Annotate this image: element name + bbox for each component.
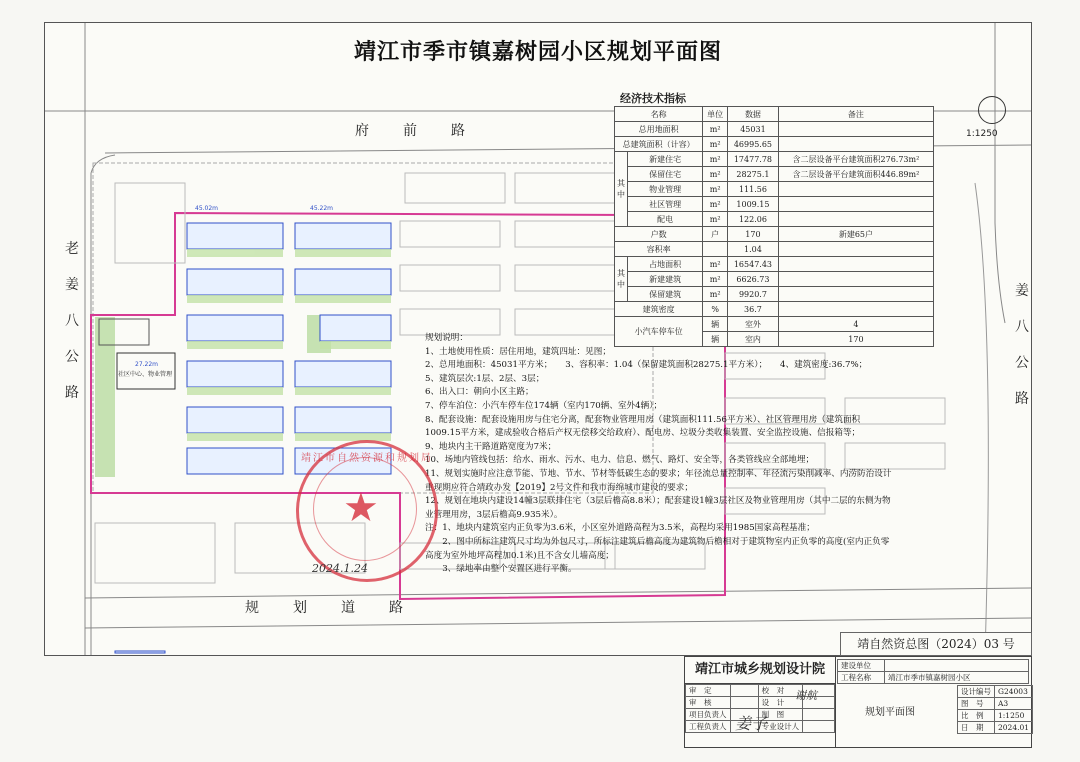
note-item: 注：1、地块内建筑室内正负零为3.6米，小区室外道路高程为3.5米，高程均采用1985国家高程基准； [425, 523, 815, 534]
table-cell: 建筑密度 [615, 302, 703, 317]
table-cell [778, 287, 933, 302]
table-row [615, 302, 934, 317]
table-cell: 比 例 [958, 710, 995, 722]
note-item: 8、配套设施：配套设施用房与住宅分离，配套物业管理用房（建筑面积111.56平方米）、社区管理用房（建筑面积1009.15平方米，建成验收合格后产权无偿移交给政府）、配电房、垃圾分类收集装置、安全监控设施、信报箱等； [425, 414, 861, 439]
table-cell: 保留建筑 [628, 287, 703, 302]
table-row [958, 698, 1033, 710]
table-row [958, 686, 1033, 698]
road-char: 姜 [65, 277, 79, 293]
table-header-cell: 名称 [615, 107, 703, 122]
table-row [838, 660, 1029, 672]
table-cell: 9920.7 [728, 287, 779, 302]
table-row [615, 107, 934, 122]
table-cell: 28275.1 [728, 167, 779, 182]
table-cell: 4 [778, 317, 933, 332]
table-cell: 111.56 [728, 182, 779, 197]
table-header-cell: 数据 [728, 107, 779, 122]
table-cell: 17477.78 [728, 152, 779, 167]
road-name-east [1015, 273, 1031, 417]
note-item: 9、地块内主干路道路宽度为7米； [425, 441, 557, 452]
drawing-meta-table [957, 685, 1033, 734]
table-cell: 物业管理 [628, 182, 703, 197]
table-cell [778, 242, 933, 257]
table-cell: 专业设计人 [758, 721, 803, 733]
signature-date: 2024.1.24 [312, 562, 368, 575]
table-row [838, 672, 1029, 684]
table-cell: 170 [778, 332, 933, 347]
table-cell: 配电 [628, 212, 703, 227]
dimension-label: 27.22m [135, 361, 159, 368]
table-cell: 设 计 [758, 697, 803, 709]
note-item: 1、土地使用性质：居住用地，建筑四址：见图； [425, 346, 611, 357]
table-cell: m² [703, 182, 728, 197]
table-cell: 1.04 [728, 242, 779, 257]
road-char: 公 [1015, 355, 1029, 371]
dimension-label: 45.02m [195, 205, 219, 212]
table-cell: 16547.43 [728, 257, 779, 272]
west-road-curve [91, 155, 115, 173]
table-cell: m² [703, 257, 728, 272]
green-buffer [95, 317, 115, 477]
table-cell [778, 257, 933, 272]
table-cell: 审 核 [686, 697, 731, 709]
drawing-name: 规划平面图 [865, 707, 915, 718]
title-block [684, 656, 1032, 748]
road-char: 老 [65, 241, 79, 257]
group-char: 其 [617, 269, 625, 278]
table-cell: 校 对 [758, 685, 803, 697]
table-cell [778, 182, 933, 197]
table-cell: 新建住宅 [628, 152, 703, 167]
road-char: 八 [1015, 319, 1029, 335]
table-cell: 总用地面积 [615, 122, 703, 137]
table-cell: 小汽车停车位 [615, 317, 703, 347]
table-cell [730, 697, 758, 709]
scale-label: 1:1250 [966, 129, 998, 139]
institute-name: 靖江市城乡规划设计院 [685, 657, 835, 684]
table-cell: m² [703, 212, 728, 227]
dimension-label: 45.22m [310, 205, 334, 212]
table-row [958, 710, 1033, 722]
table-cell [885, 660, 1029, 672]
table-cell: A3 [995, 698, 1033, 710]
table-cell: m² [703, 287, 728, 302]
community-center-label: 社区中心、物业管理 [118, 371, 173, 378]
notes-heading: 规划说明： [425, 333, 468, 343]
star-icon: ★ [343, 485, 379, 531]
econ-table-title: 经济技术指标 [620, 92, 686, 105]
table-row [615, 257, 934, 272]
table-cell: 新建建筑 [628, 272, 703, 287]
table-cell: m² [703, 122, 728, 137]
note-item: 7、停车泊位：小汽车停车位174辆（室内170辆、室外4辆）； [425, 400, 663, 411]
table-cell [730, 685, 758, 697]
seal-text: 靖江市自然资源和规划局 [301, 453, 433, 464]
table-cell: 社区管理 [628, 197, 703, 212]
drawing-title: 靖江市季市镇嘉树园小区规划平面图 [353, 39, 722, 65]
road-char: 八 [65, 313, 79, 329]
table-cell: 户数 [615, 227, 703, 242]
table-cell: m² [703, 137, 728, 152]
table-cell: 辆 [703, 317, 728, 332]
table-row [615, 167, 934, 182]
table-cell: 靖江市季市镇嘉树园小区 [885, 672, 1029, 684]
road-name-south: 规 划 道 路 [245, 600, 413, 616]
table-cell: G24003 [995, 686, 1033, 698]
table-header-cell: 单位 [703, 107, 728, 122]
table-cell: 占地面积 [628, 257, 703, 272]
title-block-left [685, 657, 836, 747]
table-cell [703, 242, 728, 257]
table-row [615, 242, 934, 257]
table-cell: 设计编号 [958, 686, 995, 698]
table-header-cell: 备注 [778, 107, 933, 122]
table-row [615, 197, 934, 212]
table-row [615, 317, 934, 332]
note-item: 11、规划实施时应注意节能、节地、节水、节材等低碳生态的要求；年径流总量控制率、年径流污染削减率、内涝防治设计重现期应符合靖政办发【2019】2号文件和我市海绵城市建设的要求； [425, 468, 892, 493]
table-row [615, 212, 934, 227]
table-row [615, 152, 934, 167]
table-cell: 审 定 [686, 685, 731, 697]
table-cell: m² [703, 152, 728, 167]
table-cell [778, 197, 933, 212]
table-cell [778, 137, 933, 152]
road-name-north: 府 前 路 [355, 123, 475, 139]
project-info-table [837, 659, 1029, 684]
signature: 谢航 [795, 689, 817, 702]
table-row [615, 122, 934, 137]
east-road-edge [975, 183, 988, 655]
table-cell [778, 302, 933, 317]
table-cell: 项目负责人 [686, 709, 731, 721]
table-cell: m² [703, 272, 728, 287]
table-cell: 室外 [728, 317, 779, 332]
table-cell: 户 [703, 227, 728, 242]
table-cell: 容积率 [615, 242, 703, 257]
table-row [615, 137, 934, 152]
group-char: 其 [617, 179, 625, 188]
table-cell: 含二层设备平台建筑面积276.73m² [778, 152, 933, 167]
table-cell: 122.06 [728, 212, 779, 227]
table-cell: 46995.65 [728, 137, 779, 152]
table-cell: 日 期 [958, 722, 995, 734]
road-char: 姜 [1015, 283, 1029, 299]
table-cell [778, 122, 933, 137]
note-item: 12、规划在地块内建设14幢3层联排住宅（3层后檐高8.8米）；配套建设1幢3层社区及物业管理用房（其中二层的东侧为物业管理用房，3层后檐高9.935米）。 [425, 496, 891, 520]
group-char: 中 [617, 280, 625, 289]
table-cell: 室内 [728, 332, 779, 347]
group-label [615, 152, 628, 227]
table-cell: m² [703, 197, 728, 212]
table-cell: 图 号 [958, 698, 995, 710]
table-cell: 保留住宅 [628, 167, 703, 182]
table-cell [778, 212, 933, 227]
table-cell: 170 [728, 227, 779, 242]
table-row [615, 272, 934, 287]
table-cell: 1009.15 [728, 197, 779, 212]
table-cell: 1:1250 [995, 710, 1033, 722]
north-arrow-icon [978, 96, 1006, 124]
table-cell: 含二层设备平台建筑面积446.89m² [778, 167, 933, 182]
table-cell [778, 272, 933, 287]
road-char: 公 [65, 349, 79, 365]
official-seal [296, 440, 438, 582]
road-char: 路 [65, 385, 79, 401]
approval-number: 靖自然资总图（2024）03 号 [840, 632, 1032, 656]
table-cell: m² [703, 167, 728, 182]
note-item: 2、图中所标注建筑尺寸均为外包尺寸，所标注建筑后檐高度为建筑物后檐相对于建筑物室内正负零的高度(室内正负零高度为室外地坪高程加0.1米)且不含女儿墙高度； [425, 536, 890, 561]
table-cell: 2024.01 [995, 722, 1033, 734]
table-row [615, 287, 934, 302]
econ-table [614, 106, 934, 347]
note-item: 3、绿地率由整个安置区进行平衡。 [425, 564, 577, 575]
group-char: 中 [617, 190, 625, 199]
table-cell: 建设单位 [838, 660, 885, 672]
table-cell: 36.7 [728, 302, 779, 317]
table-cell: 总建筑面积（计容） [615, 137, 703, 152]
table-row [615, 182, 934, 197]
road-char: 路 [1015, 391, 1029, 407]
note-item: 10、场地内管线包括：给水、雨水、污水、电力、信息、燃气、路灯、安全等，各类管线应全部地埋； [425, 455, 815, 466]
table-row [958, 722, 1033, 734]
table-cell: % [703, 302, 728, 317]
table-cell: 制 图 [758, 709, 803, 721]
south-road-edge [85, 618, 1031, 628]
road-name-west [65, 231, 81, 411]
group-label [615, 257, 628, 302]
signature: 姜子 [735, 714, 768, 733]
note-item: 2、总用地面积：45031平方米； 3、容积率：1.04（保留建筑面积28275.1平方米）； 4、建筑密度:36.7%； [425, 360, 868, 371]
planning-notes [425, 332, 895, 577]
table-cell: 辆 [703, 332, 728, 347]
east-road-edge [995, 23, 1005, 323]
note-item: 6、出入口：朝向小区主路； [425, 387, 534, 398]
note-item: 5、建筑层次:1层、2层、3层； [425, 373, 545, 384]
table-cell [803, 721, 835, 733]
table-row [615, 227, 934, 242]
table-cell [803, 709, 835, 721]
table-cell: 新建65户 [778, 227, 933, 242]
table-cell: 6626.73 [728, 272, 779, 287]
table-cell: 工程负责人 [686, 721, 731, 733]
table-cell: 45031 [728, 122, 779, 137]
table-cell: 工程名称 [838, 672, 885, 684]
